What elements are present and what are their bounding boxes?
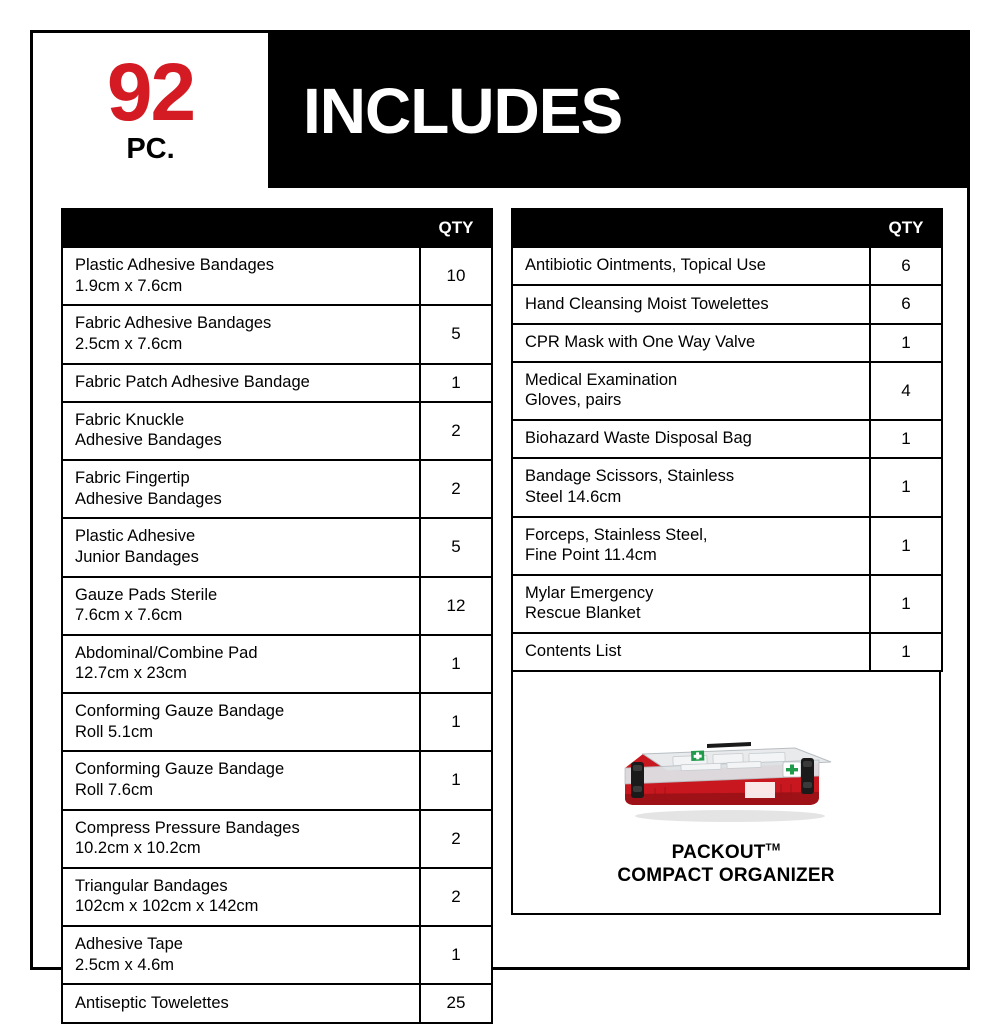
header-bar [33,33,967,188]
table-row [62,305,492,363]
item-qty: 12 [420,577,492,635]
item-name-line1: Plastic Adhesive Bandages [75,256,275,274]
item-qty: 10 [420,247,492,305]
item-name-line1: Conforming Gauze Bandage [75,760,285,779]
table-row [62,635,492,693]
item-name-line2: Gloves, pairs [525,391,622,410]
item-qty: 5 [420,305,492,363]
left-header-description [62,209,420,247]
content-columns [33,188,967,1013]
item-description [62,305,420,363]
item-name-line1: Antiseptic Towelettes [75,993,229,1012]
item-description [62,810,420,868]
piece-count-unit: PC. [126,132,175,165]
item-name-line1: Fabric Adhesive Bandages [75,314,272,333]
item-name-line2: 12.7cm x 23cm [75,664,187,683]
item-name-line2: 7.6cm x 7.6cm [75,606,183,625]
left-header-qty: QTY [420,209,492,247]
item-qty: 1 [420,635,492,693]
item-description [62,402,420,460]
item-name-line1: Hand Cleansing Moist Towelettes [525,294,769,313]
item-qty: 6 [870,285,942,323]
item-qty: 2 [420,460,492,518]
table-row [62,984,492,1022]
item-description [62,577,420,635]
packout-compact-organizer-case-image [595,698,857,826]
item-name-line2: Adhesive Bandages [75,489,222,508]
item-name-line1: Plastic Adhesive [75,527,196,546]
item-name-line2: Steel 14.6cm [525,487,622,506]
item-name-line2: Roll 5.1cm [75,722,153,741]
table-row [512,285,942,323]
right-header-description [512,209,870,247]
item-name-line1: CPR Mask with One Way Valve [525,332,756,351]
item-name-line2: 102cm x 102cm x 142cm [75,897,259,916]
item-name-line1: Biohazard Waste Disposal Bag [525,429,752,448]
page-title: INCLUDES [303,74,623,147]
item-description [512,517,870,575]
item-qty: 6 [870,247,942,285]
item-description [62,926,420,984]
item-description [512,633,870,671]
table-row [512,324,942,362]
item-qty: 1 [870,420,942,458]
piece-count-number: 92 [106,47,195,139]
item-qty: 25 [420,984,492,1022]
item-qty: 1 [420,926,492,984]
item-name-line2: Roll 7.6cm [75,780,153,799]
item-name-line1: Triangular Bandages [75,876,228,895]
table-row [512,247,942,285]
table-header-row [62,209,492,247]
item-description [62,693,420,751]
item-name-line2: 1.9cm x 7.6cm [75,276,183,295]
item-name-line2: Junior Bandages [75,547,199,566]
left-items-table [61,208,493,1024]
item-name-line1: Abdominal/Combine Pad [75,643,258,662]
table-row [62,364,492,402]
product-model: COMPACT ORGANIZER [617,864,835,886]
table-row [512,575,942,633]
item-qty: 2 [420,810,492,868]
table-row [62,926,492,984]
table-row [62,577,492,635]
table-row [62,693,492,751]
table-row [62,518,492,576]
item-qty: 1 [420,693,492,751]
item-qty: 2 [420,868,492,926]
table-row [512,420,942,458]
item-qty: 4 [870,362,942,420]
piece-count-badge [33,33,268,188]
table-row [512,633,942,671]
item-name-line2: 2.5cm x 4.6m [75,955,175,974]
item-qty: 1 [870,575,942,633]
item-name-line1: Gauze Pads Sterile [75,585,218,604]
item-name-line1: Medical Examination [525,370,678,389]
item-name-line1: Mylar Emergency [525,583,654,602]
item-name-line1: Conforming Gauze Bandage [75,702,285,720]
item-name-line1: Fabric Fingertip [75,469,190,487]
item-name-line1: Contents List [525,642,622,661]
item-description [62,364,420,402]
item-description [512,247,870,285]
item-description [512,575,870,633]
item-qty: 1 [870,324,942,362]
right-header-qty: QTY [870,209,942,247]
item-name-line2: Fine Point 11.4cm [525,546,657,565]
item-name-line1: Fabric Patch Adhesive Bandage [75,372,310,391]
item-name-line1: Fabric Knuckle [75,410,185,429]
product-brand: PACKOUT [671,842,766,864]
table-row [62,402,492,460]
table-row [62,868,492,926]
trademark-symbol: TM [765,843,781,855]
item-name-line1: Forceps, Stainless Steel, [525,525,708,544]
item-qty: 1 [870,458,942,516]
item-name-line1: Adhesive Tape [75,935,183,953]
table-row [512,362,942,420]
item-description [512,324,870,362]
item-name-line2: 2.5cm x 7.6cm [75,334,183,353]
table-row [62,751,492,809]
item-description [62,868,420,926]
item-qty: 1 [420,751,492,809]
table-row [62,810,492,868]
left-column [61,208,491,1024]
item-description [62,460,420,518]
item-description [512,362,870,420]
table-row [512,517,942,575]
item-name-line1: Compress Pressure Bandages [75,818,300,837]
item-qty: 1 [420,364,492,402]
item-description [62,635,420,693]
item-description [62,247,420,305]
table-row [62,460,492,518]
item-description [62,984,420,1022]
item-name-line2: Adhesive Bandages [75,431,222,450]
item-description [62,751,420,809]
item-name-line1: Antibiotic Ointments, Topical Use [525,256,766,275]
item-description [512,420,870,458]
item-name-line2: 10.2cm x 10.2cm [75,839,201,858]
item-description [512,285,870,323]
item-description [62,518,420,576]
table-row [62,247,492,305]
table-row [512,458,942,516]
item-qty: 1 [870,517,942,575]
right-items-table [511,208,943,672]
item-name-line1: Bandage Scissors, Stainless [525,467,735,486]
product-panel [511,672,941,915]
item-name-line2: Rescue Blanket [525,604,641,623]
item-description [512,458,870,516]
item-qty: 2 [420,402,492,460]
table-header-row [512,209,942,247]
item-qty: 1 [870,633,942,671]
item-qty: 5 [420,518,492,576]
product-caption [513,842,939,887]
right-column [511,208,941,915]
